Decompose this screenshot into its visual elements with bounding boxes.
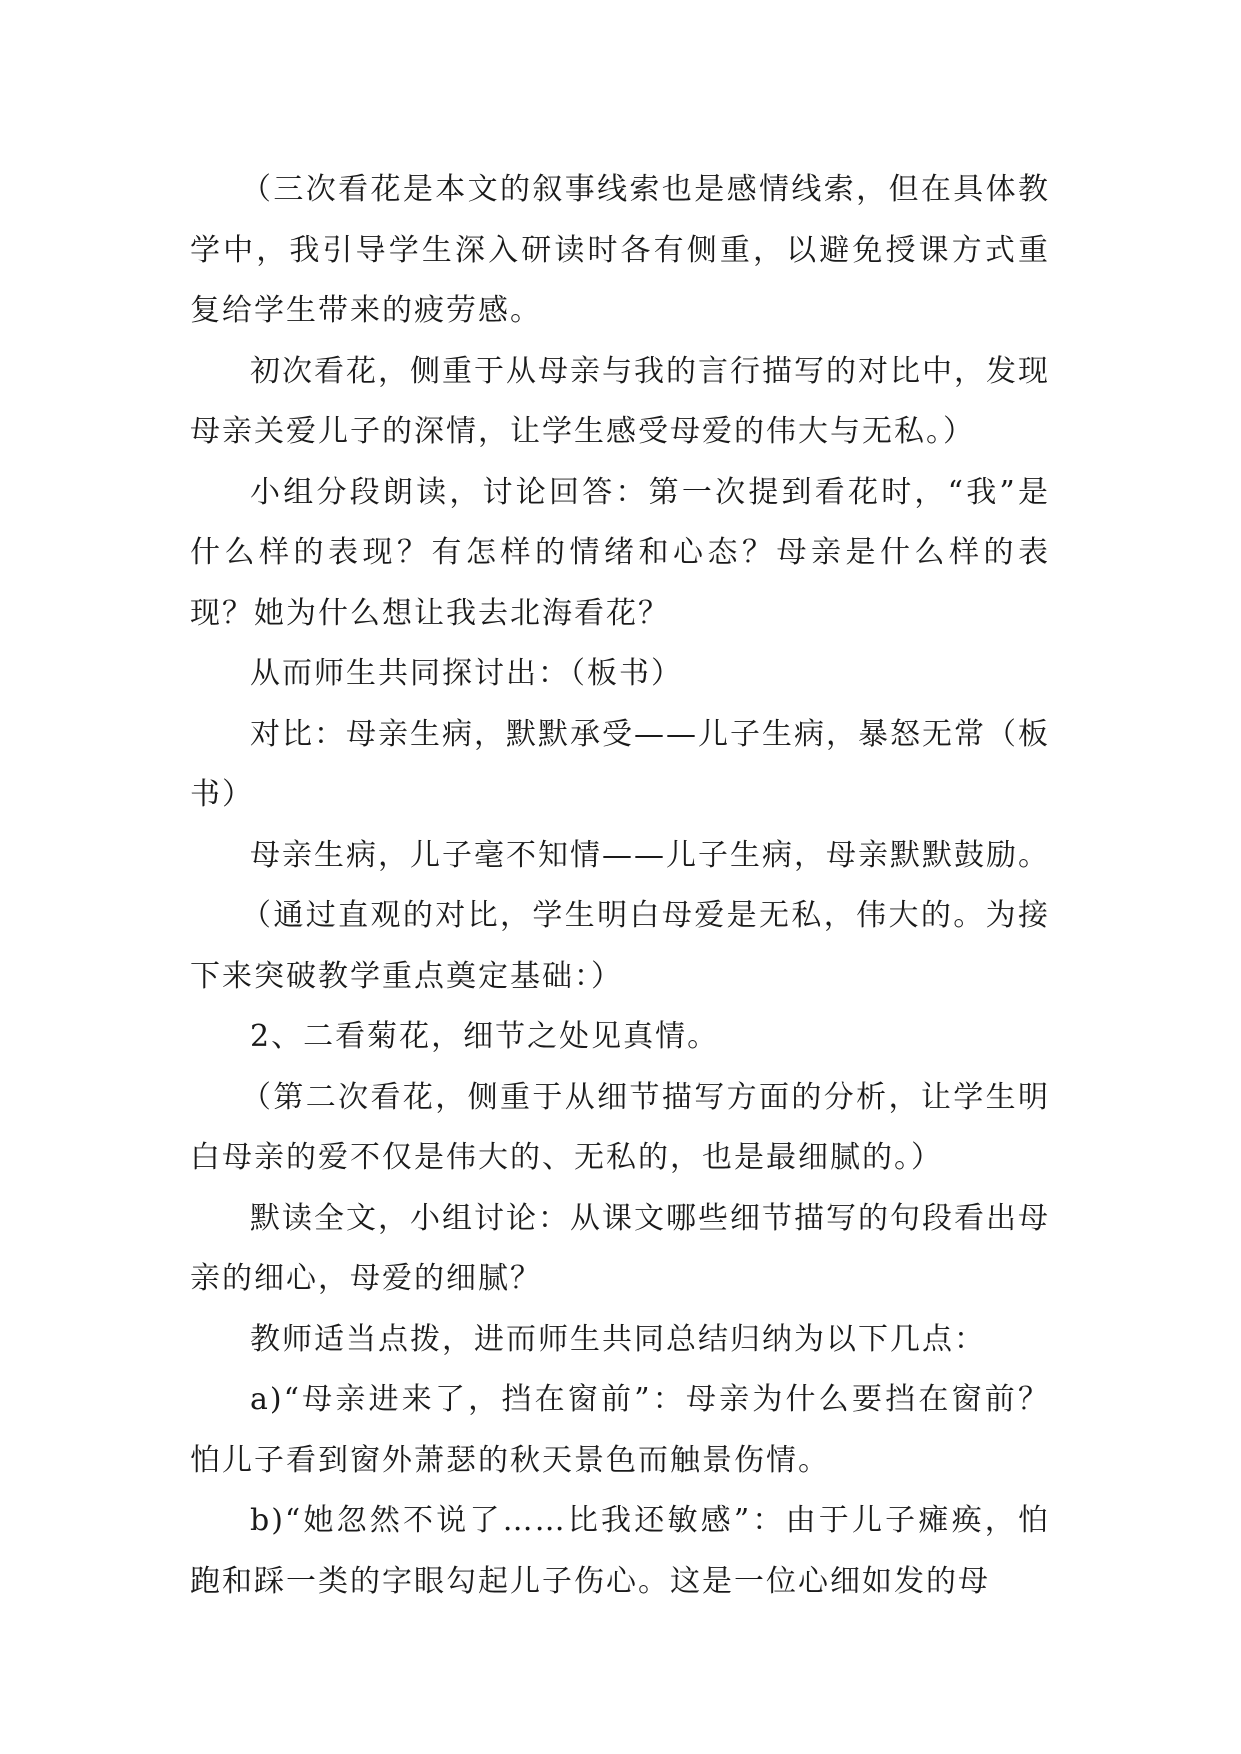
paragraph-intro-note: （三次看花是本文的叙事线索也是感情线索，但在具体教学中，我引导学生深入研读时各有侧重，以避免授课方式重复给学生带来的疲劳感。: [190, 172, 1050, 328]
paragraph-contrast-one: 对比：母亲生病，默默承受——儿子生病，暴怒无常（板书）: [190, 716, 1050, 812]
paragraph-contrast-note: （通过直观的对比，学生明白母爱是无私，伟大的。为接下来突破教学重点奠定基础：）: [190, 898, 1050, 994]
document-body: [190, 160, 1050, 1612]
paragraph-contrast-two: 母亲生病，儿子毫不知情——儿子生病，母亲默默鼓励。: [250, 837, 1050, 873]
paragraph-first-viewing: 初次看花，侧重于从母亲与我的言行描写的对比中，发现母亲关爱儿子的深情，让学生感受母爱的伟大与无私。）: [190, 353, 1050, 449]
paragraph-silent-reading: 默读全文，小组讨论：从课文哪些细节描写的句段看出母亲的细心，母爱的细腻？: [190, 1200, 1050, 1296]
paragraph-group-reading: 小组分段朗读，讨论回答：第一次提到看花时，“我”是什么样的表现？有怎样的情绪和心态？母亲是什么样的表现？她为什么想让我去北海看花？: [190, 474, 1050, 631]
paragraph-point-b: b)“她忽然不说了……比我还敏感”：由于儿子瘫痪，怕跑和踩一类的字眼勾起儿子伤心。这是一位心细如发的母: [190, 1503, 1050, 1599]
paragraph-second-viewing-note: （第二次看花，侧重于从细节描写方面的分析，让学生明白母亲的爱不仅是伟大的、无私的，也是最细腻的。）: [190, 1079, 1050, 1175]
paragraph-discussion-result: 从而师生共同探讨出：（板书）: [250, 656, 683, 691]
paragraph-point-a: a)“母亲进来了，挡在窗前”：母亲为什么要挡在窗前？怕儿子看到窗外萧瑟的秋天景色而触景伤情。: [190, 1382, 1050, 1478]
paragraph-section-two-heading: 2、二看菊花，细节之处见真情。: [250, 1019, 720, 1054]
paragraph-teacher-summary: 教师适当点拨，进而师生共同总结归纳为以下几点：: [250, 1321, 986, 1357]
